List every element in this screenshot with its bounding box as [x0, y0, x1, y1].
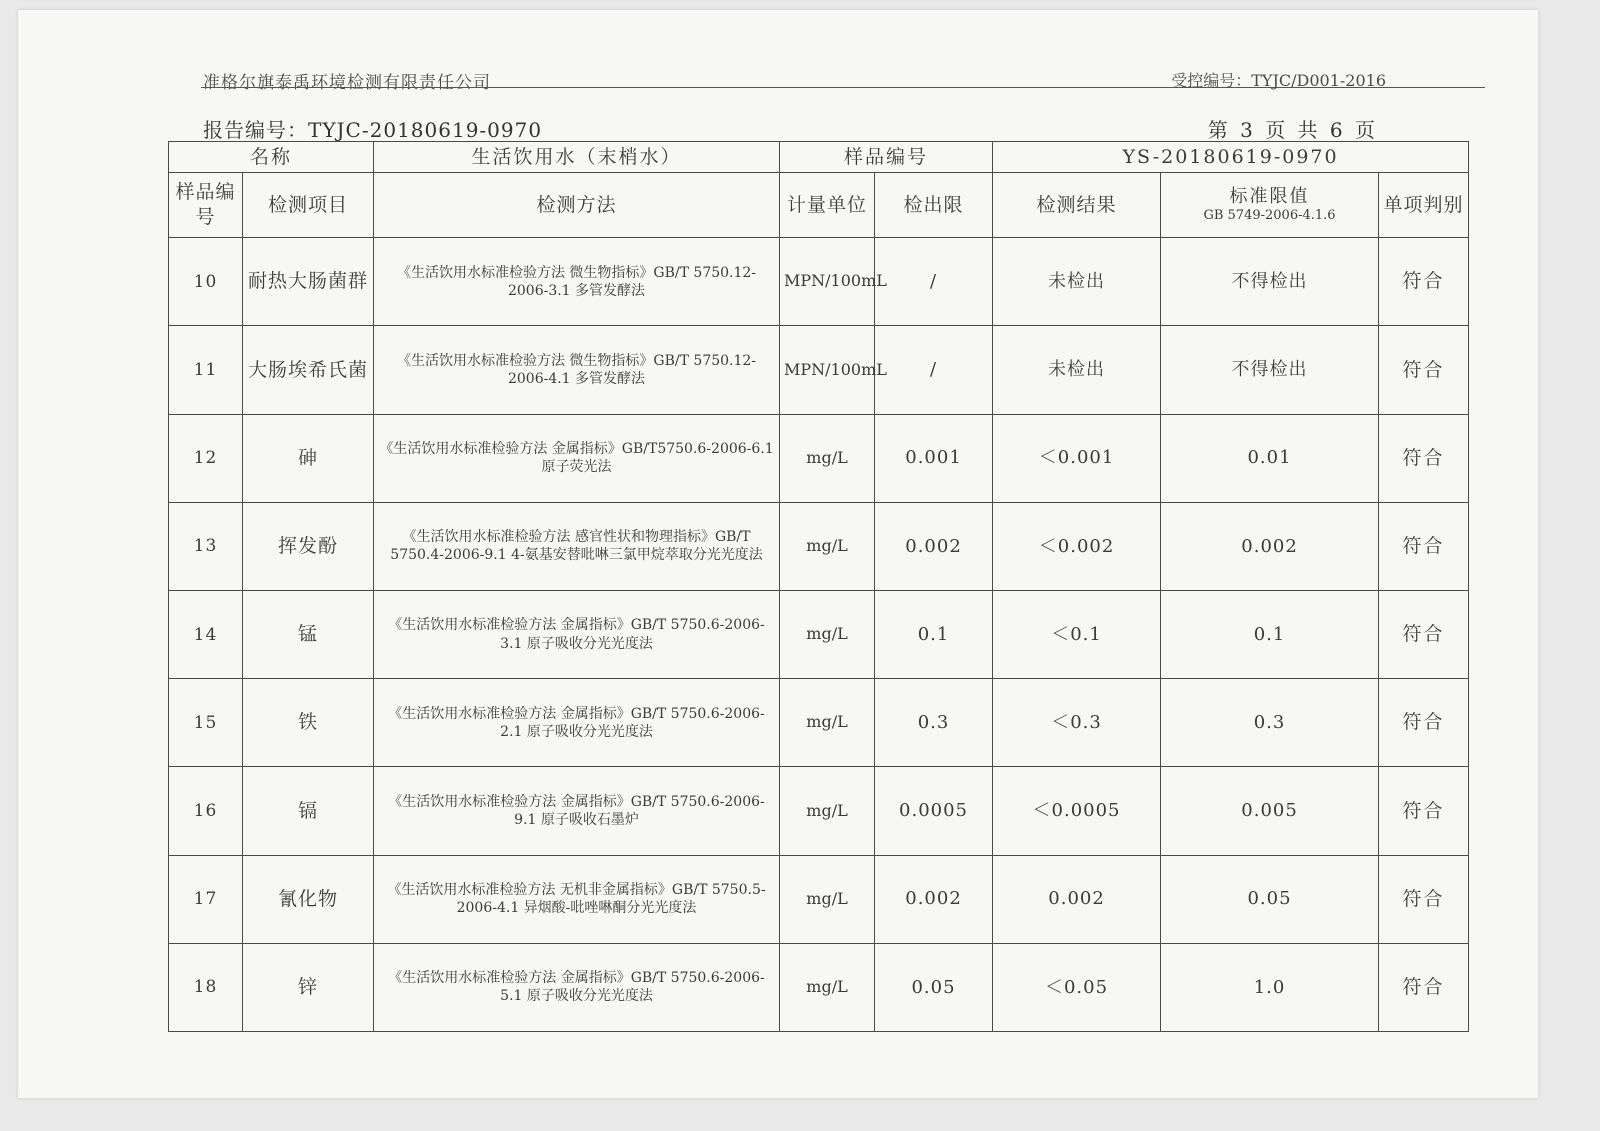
cell-result: 未检出: [993, 238, 1161, 326]
col-header-result: 检测结果: [993, 173, 1161, 238]
cell-item: 锰: [243, 590, 374, 678]
cell-result: ＜0.001: [993, 414, 1161, 502]
results-table: [168, 141, 1469, 1032]
col-header-detection-limit: 检出限: [875, 173, 993, 238]
cell-detection-limit: 0.3: [875, 679, 993, 767]
sample-id-label: 样品编号: [780, 142, 993, 173]
cell-standard-limit: 0.005: [1161, 767, 1379, 855]
cell-item: 大肠埃希氏菌: [243, 326, 374, 414]
cell-unit: MPN/100mL: [780, 326, 875, 414]
cell-method: 《生活饮用水标准检验方法 金属指标》GB/T 5750.6-2006-3.1 原子吸收分光光度法: [374, 590, 780, 678]
col-header-sample-no: 样品编号: [169, 173, 243, 238]
col-header-judgement: 单项判别: [1379, 173, 1469, 238]
cell-detection-limit: 0.001: [875, 414, 993, 502]
cell-result: ＜0.002: [993, 502, 1161, 590]
cell-item: 砷: [243, 414, 374, 502]
cell-sample-no: 13: [169, 502, 243, 590]
cell-sample-no: 17: [169, 855, 243, 943]
table-row: [169, 855, 1469, 943]
cell-detection-limit: /: [875, 238, 993, 326]
cell-standard-limit: 不得检出: [1161, 326, 1379, 414]
page-indicator: 第 3 页 共 6 页: [1207, 118, 1378, 142]
header-divider: [201, 87, 1485, 88]
table-row: [169, 590, 1469, 678]
cell-standard-limit: 0.3: [1161, 679, 1379, 767]
table-row: [169, 238, 1469, 326]
cell-detection-limit: /: [875, 326, 993, 414]
cell-method: 《生活饮用水标准检验方法 无机非金属指标》GB/T 5750.5-2006-4.1 异烟酸-吡唑啉酮分光光度法: [374, 855, 780, 943]
sample-name-value: 生活饮用水（末梢水）: [374, 142, 780, 173]
cell-sample-no: 11: [169, 326, 243, 414]
cell-detection-limit: 0.1: [875, 590, 993, 678]
cell-result: ＜0.1: [993, 590, 1161, 678]
cell-judgement: 符合: [1379, 767, 1469, 855]
standard-reference: GB 5749-2006-4.1.6: [1203, 208, 1336, 224]
cell-result: ＜0.3: [993, 679, 1161, 767]
table-row: [169, 326, 1469, 414]
cell-result: 未检出: [993, 326, 1161, 414]
table-row: [169, 679, 1469, 767]
col-header-standard-limit: [1161, 173, 1379, 238]
cell-judgement: 符合: [1379, 414, 1469, 502]
cell-sample-no: 16: [169, 767, 243, 855]
control-number: 受控编号：TYJC/D001-2016: [1171, 71, 1386, 90]
cell-judgement: 符合: [1379, 502, 1469, 590]
cell-item: 氰化物: [243, 855, 374, 943]
table-row: [169, 943, 1469, 1031]
seal-stamp-fragment: [1518, 398, 1534, 548]
cell-detection-limit: 0.05: [875, 943, 993, 1031]
cell-item: 镉: [243, 767, 374, 855]
sample-info-row: [169, 142, 1469, 173]
report-number: 报告编号：TYJC-20180619-0970: [203, 118, 543, 142]
cell-result: ＜0.0005: [993, 767, 1161, 855]
cell-judgement: 符合: [1379, 679, 1469, 767]
cell-unit: mg/L: [780, 767, 875, 855]
cell-item: 锌: [243, 943, 374, 1031]
cell-unit: mg/L: [780, 943, 875, 1031]
cell-method: 《生活饮用水标准检验方法 金属指标》GB/T 5750.6-2006-9.1 原子吸收石墨炉: [374, 767, 780, 855]
cell-item: 铁: [243, 679, 374, 767]
cell-method: 《生活饮用水标准检验方法 金属指标》GB/T 5750.6-2006-2.1 原子吸收分光光度法: [374, 679, 780, 767]
sample-name-label: 名称: [169, 142, 374, 173]
cell-method: 《生活饮用水标准检验方法 金属指标》GB/T 5750.6-2006-5.1 原子吸收分光光度法: [374, 943, 780, 1031]
cell-sample-no: 14: [169, 590, 243, 678]
cell-item: 耐热大肠菌群: [243, 238, 374, 326]
table-row: [169, 414, 1469, 502]
cell-result: ＜0.05: [993, 943, 1161, 1031]
column-header-row: [169, 173, 1469, 238]
cell-unit: mg/L: [780, 414, 875, 502]
cell-sample-no: 12: [169, 414, 243, 502]
table-row: [169, 767, 1469, 855]
cell-standard-limit: 0.1: [1161, 590, 1379, 678]
cell-unit: mg/L: [780, 502, 875, 590]
cell-standard-limit: 1.0: [1161, 943, 1379, 1031]
cell-unit: mg/L: [780, 590, 875, 678]
col-header-method: 检测方法: [374, 173, 780, 238]
cell-method: 《生活饮用水标准检验方法 金属指标》GB/T5750.6-2006-6.1 原子荧光法: [374, 414, 780, 502]
table-row: [169, 502, 1469, 590]
cell-item: 挥发酚: [243, 502, 374, 590]
cell-judgement: 符合: [1379, 943, 1469, 1031]
sample-id-value: YS-20180619-0970: [993, 142, 1469, 173]
cell-unit: mg/L: [780, 855, 875, 943]
cell-standard-limit: 0.01: [1161, 414, 1379, 502]
col-header-item: 检测项目: [243, 173, 374, 238]
cell-judgement: 符合: [1379, 855, 1469, 943]
cell-sample-no: 15: [169, 679, 243, 767]
cell-unit: mg/L: [780, 679, 875, 767]
standard-limit-label: 标准限值: [1229, 185, 1310, 207]
cell-sample-no: 18: [169, 943, 243, 1031]
cell-detection-limit: 0.002: [875, 855, 993, 943]
cell-detection-limit: 0.002: [875, 502, 993, 590]
cell-judgement: 符合: [1379, 590, 1469, 678]
cell-judgement: 符合: [1379, 326, 1469, 414]
cell-standard-limit: 0.002: [1161, 502, 1379, 590]
col-header-unit: 计量单位: [780, 173, 875, 238]
company-name: 准格尔旗泰禹环境检测有限责任公司: [203, 73, 491, 93]
cell-standard-limit: 0.05: [1161, 855, 1379, 943]
cell-sample-no: 10: [169, 238, 243, 326]
cell-standard-limit: 不得检出: [1161, 238, 1379, 326]
cell-unit: MPN/100mL: [780, 238, 875, 326]
cell-method: 《生活饮用水标准检验方法 微生物指标》GB/T 5750.12-2006-4.1 多管发酵法: [374, 326, 780, 414]
cell-method: 《生活饮用水标准检验方法 微生物指标》GB/T 5750.12-2006-3.1 多管发酵法: [374, 238, 780, 326]
cell-method: 《生活饮用水标准检验方法 感官性状和物理指标》GB/T 5750.4-2006-9.1 4-氨基安替吡啉三氯甲烷萃取分光光度法: [374, 502, 780, 590]
cell-result: 0.002: [993, 855, 1161, 943]
cell-detection-limit: 0.0005: [875, 767, 993, 855]
cell-judgement: 符合: [1379, 238, 1469, 326]
